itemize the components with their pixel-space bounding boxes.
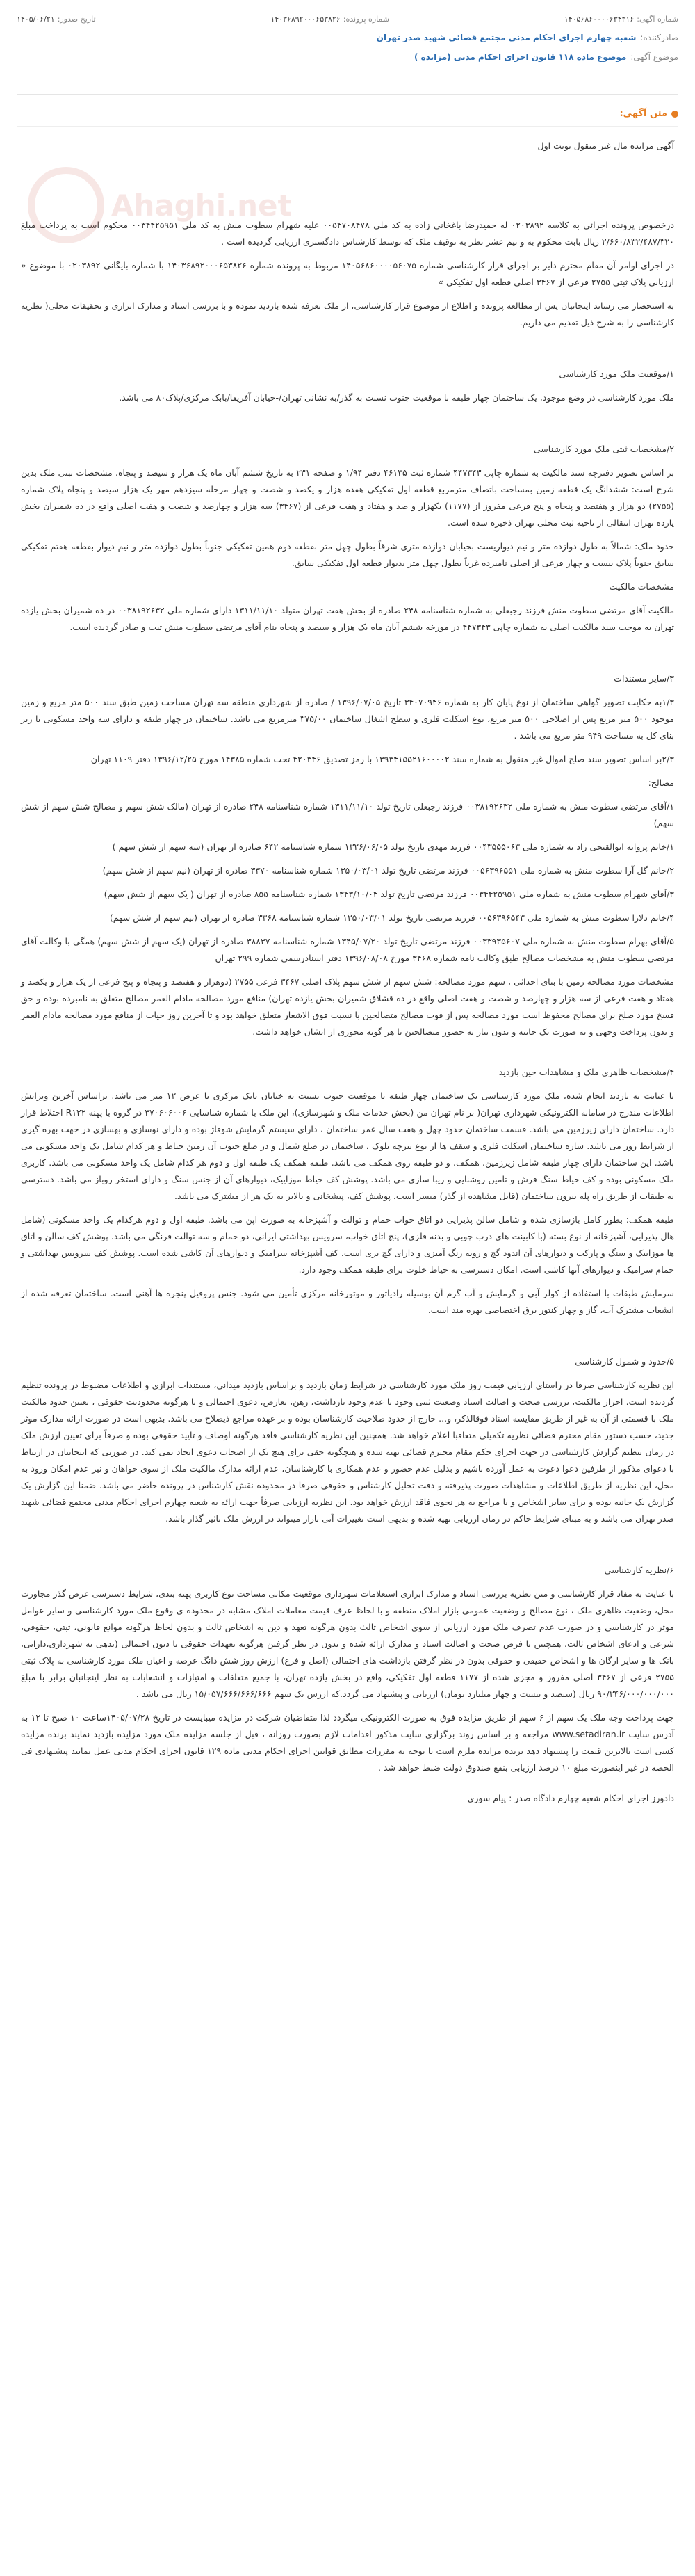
paragraph: ۴/خانم دلارا سطوت منش به شماره ملی ۰۰۵۶۳۹۶۵۴۳ فرزند مرتضی تاریخ تولد ۱۳۵۰/۰۳/۰۱ شماره شناسنامه ۳۳۶۸ صادره از تهران (نیم سهم از شش سهم) — [109, 912, 674, 923]
paragraph: به استحضار می رساند اینجانبان پس از مطالعه پرونده و اطلاع از موضوع قرار کارشناسی، از ملک تعرفه شده بازدید نموده و با بررسی اسناد و مدارک ابرازی و تحقیقات محلی( نظریه کارشناسی را به شرح ذیل تقدیم می داریم. — [21, 300, 674, 328]
section-heading: ۱/موقعیت ملک مورد کارشناسی — [559, 369, 674, 379]
paragraph: ۵/آقای بهرام سطوت منش به شماره ملی ۰۰۳۳۹۳۵۶۰۷ فرزند مرتضی تاریخ تولد ۱۳۴۵/۰۷/۲۰ شماره شناسنامه ۳۸۸۳۷ صادره از تهران (یک سهم از شش سهم) همگی با وکالت آقای مرتضی سطوت منش به مشخصات مصالح طبق وکالت نامه شماره ۳۴۶۸ مورخ ۱۳۹۶/۰۸/۰۸ دفتر اسنادرسمی شماره ۲۹۹ تهران — [21, 936, 674, 963]
paragraph: حدود ملک: شمالاً به طول دوازده متر و نیم دیواریست بخیابان دوازده متری شرقاً بطول چهل متر بقطعه دوم همین تفکیکی جنوباً بطول دوازده متر و نیم دیوار بقطعه هفتم تفکیکی سابق جنوباً پلاک بیست و چهار فرعی از اصلی نامبرده غرباً بطول چهل متر بدیوار قطعه اول تفکیکی سابق. — [21, 541, 674, 568]
paragraph: در اجرای اوامر آن مقام محترم دایر بر اجرای قرار کارشناسی شماره ۱۴۰۵۶۸۶۰۰۰۰۵۶۰۷۵ مربوط به پرونده شماره ۱۴۰۳۶۸۹۲۰۰۰۶۵۳۸۲۶ با شماره بایگانی ۰۲۰۳۸۹۲ با موضوع « ارزیابی پلاک ثبتی ۲۷۵۵ فرعی از ۳۴۶۷ اصلی قطعه اول تفکیکی » — [21, 260, 674, 287]
notice-body — [17, 127, 678, 1807]
paragraph: ملک مورد کارشناسی در وضع موجود، یک ساختمان چهار طبقه با موقعیت جنوب نسبت به گذر/به نشانی تهران/-خیابان آفریقا/بابک مرکزی/پلاک۸۰ می باشد. — [119, 392, 674, 403]
issue-date-label: تاریخ صدور: — [57, 14, 96, 24]
notice-number — [564, 15, 678, 24]
issue-date-value: ۱۴۰۵/۰۶/۲۱ — [17, 14, 55, 24]
case-number — [270, 15, 389, 24]
paragraph: ۱/آقای مرتضی سطوت منش به شماره ملی ۰۰۳۸۱۹۲۶۳۲ فرزند رجبعلی تاریخ تولد ۱۳۱۱/۱۱/۱۰ شماره شناسنامه ۲۴۸ صادره از تهران (مالک شش سهم و مصالح شش سهم از شش سهم) — [21, 801, 674, 828]
paragraph: با عنایت به مفاد قرار کارشناسی و متن نظریه بررسی اسناد و مدارک ابرازی استعلامات شهرداری موقعیت مکانی مساحت نوع کاربری پهنه بندی، شرایط دسترسی عرض گذر مجاورت محل، وضعیت ظاهری ملک ، نوع مصالح و وضعیت عمومی بازار املاک منطقه و با لحاظ عرف قیمت معاملات املاک مشابه در محدوده ی وقوع ملک مورد کارشناسی و سایر عوامل موثر در کارشناسی و در صورت عدم تصرف ملک مورد ارزیابی از سوی اشخاص ثالث بدون هرگونه تعهد و دین به اشخاص ثالث و بدون لحاظ هرگونه موانع قانونی، ثبتی، حقوقی، شرعی و ادعای اشخاص ثالث، همچنین با فرض صحت و اصالت اسناد و مدارک ارائه شده و بدون در نظر گرفتن هرگونه تعهدات حقوقی یا دیون احتمالی (بدهی به شهرداری،دارایی، بانک ها و سایر ارگان ها و اشخاص حقیقی و حقوقی بدون در نظر گرفتن بازداشت های احتمالی (اصل و فرع) ارزش روز شش دانگ عرصه و اعیان ملک مورد کارشناسی به پلاک ثبتی ۲۷۵۵ فرعی از ۳۴۶۷ اصلی مفروز و مجزی شده از ۱۱۷۷ قطعه اول تفکیکی، واقع در بخش یازده تهران، با جمیع متعلقات و امتیازات و انشعابات به نظر اینجانبان برابر با مبلغ ۹۰/۳۴۶/۰۰۰/۰۰۰/۰۰۰ ریال (سیصد و بیست و چهار میلیارد تومان) ارزیابی و پیشنهاد می گردد.که ارزش یک سهم ۱۵/۰۵۷/۶۶۶/۶۶۶/۶۶۶ ریال می باشد . — [21, 1588, 674, 1699]
paragraph: جهت پرداخت وجه ملک یک سهم از ۶ سهم از طریق مزایده فوق به صورت الکترونیکی میگردد لذا متقاضیان شرکت در مزایده میبایست در تاریخ ۱۴۰۵/۰۷/۲۸ساعت ۱۰ صبح تا ۱۲ به آدرس سایت www.setadiran.ir مراجعه و بر اساس روند برگزاری سایت مذکور اقدامات لازم بصورت روزانه ، قبل از جلسه مزایده ملک مورد مزایده بازدید نمایند برنده مزایده کسی است بالاترین قیمت را پیشنهاد دهد برنده مزایده ملزم است با توجه به مقررات مطابق قوانین اجرای احکام مدنی ماده ۱۲۹ قانون اجرای احکام مدنی عمل نمایند پیشنهادی فی الحصه در غیر اینصورت مبلغ ۱۰ درصد ارزیابی بنفع صندوق دولت ضبط خواهد شد . — [21, 1712, 674, 1773]
meta-row — [17, 10, 678, 28]
paragraph: ۲/خانم گل آرا سطوت منش به شماره ملی ۰۰۵۶۳۹۶۵۵۱ فرزند مرتضی تاریخ تولد ۱۳۵۰/۰۳/۰۱ شماره شناسنامه ۳۳۷۰ صادره از تهران (نیم سهم از شش سهم) — [102, 865, 674, 876]
paragraph: با عنایت به بازدید انجام شده، ملک مورد کارشناسی یک ساختمان چهار طبقه با موقعیت جنوب نسبت به خیابان بابک مرکزی با عرض ۱۲ متر می باشد. براساس آخرین ویرایش اطلاعات مندرج در سامانه الکترونیکی شهرداری تهران( بر نام تهران من (بخش خدمات ملک و شهرسازی)، این ملک با شماره شناسایی ۳۷۰۶۰۶۰۰۶ در گروه با پهنه R۱۲۲ اختلاط قرار دارد. ساختمان دارای زیرزمین می باشد. قسمت ساختمان حدود چهل و هفت سال عمر ساختمان ، دارای سیستم گرمایش شوفاژ بوده و دارای نوسازی و بهسازی در جهت بهره گیری از شرایط روز می باشد. سازه ساختمان اسکلت فلزی و سقف ها از نوع تیرچه بلوک ، ساختمان در ضلع شمال و در ضلع جنوب آن زمین حیاط و هر کدام شامل یک واحد مسکونی می باشد. این ساختمان دارای چهار طبقه شامل زیرزمین، همکف، و دو طبقه روی همکف می باشد. طبقه همکف یک طبقه اول و دوم هر کدام شامل یک واحد مسکونی می باشد. کاربری ملک مسکونی بوده و کف حیاط سنگ فرش و تامین روشنایی و زیبا سازی می باشد. پوشش کف حیاط موزاییک، دیوارهای آن از جنس سنگ و دارای استخر روباز می باشد. دسترسی به طبقات از طریق راه پله بیرون ساختمان (قابل مشاهده از گذر) میسر است. پوشش کف، پیشخانی و بالابر به یک هر از مشترک می باشد. — [21, 1090, 674, 1201]
paragraph: مصالح: — [648, 778, 674, 788]
paragraph: درخصوص پرونده اجرائی به کلاسه ۰۲۰۳۸۹۲ له حمیدرضا باغخانی زاده به کد ملی ۰۰۵۴۷۰۸۴۷۸ علیه شهرام سطوت منش به کد ملی ۰۰۳۴۴۲۵۹۵۱ محکوم است به پرداخت مبلغ ۲/۶۶۰/۸۳۲/۴۸۷/۳۲۰ ریال بابت محکوم به و نیم عشر نظر به توقیف ملک که توسط کارشناس دادگستری ارزیابی گردیده است . — [21, 220, 675, 247]
paragraph: بر اساس تصویر دفترچه سند مالکیت به شماره چاپی ۴۴۷۳۴۳ شماره ثبت ۴۶۱۳۵ دفتر ۱/۹۴ و صفحه ۲۳۱ به تاریخ ششم آبان ماه یک هزار و سیصد و پنجاه، مشخصات ثبتی ملک بدین شرح است: ششدانگ یک قطعه زمین بمساحت باتصاف مترمربع قطعه اول تفکیکی هفده هزار و یکصد و شصت و چهار مرحله سیزدهم مهر یک هزار سیصد و پنجاه پلاک شماره (۲۷۵۵) دو هزار و هفتصد و پنجاه و پنج فرعی مفروز از (۱۱۷۷) یکهزار و صد و هفتاد و هفت فرعی از (۳۴۶۷) سه هزار و چهارصد و شصت و هفت اصلی واقع در ده شمیران بخش یازده تهران انتقالی از ناحیه ثبت محلی تهران ذخیره شده است. — [21, 467, 675, 528]
subject-row — [17, 47, 678, 67]
issuer-value[interactable]: شعبه چهارم اجرای احکام مدنی مجتمع قضائی شهید صدر تهران — [376, 33, 637, 42]
paragraph: مالکیت آقای مرتضی سطوت منش فرزند رجبعلی به شماره شناسنامه ۲۴۸ صادره از بخش هفت تهران متولد ۱۳۱۱/۱۱/۱۰ دارای شماره ملی ۰۰۳۸۱۹۲۶۳۲ در ده شمیران بخش یازده تهران به موجب سند مالکیت اصلی به شماره چاپی ۴۴۷۳۴۳ در مورخه ششم آبان ماه یک هزار و سیصد و پنجاه بنام آقای مرتضی سطوت منش ثبت و صادر گردیده است. — [21, 605, 675, 632]
paragraph: ۲/۳بر اساس تصویر سند صلح اموال غیر منقول به شماره سند ۱۳۹۳۴۱۵۵۲۱۶۰۰۰۰۲ با رمز تصدیق ۴۲۰۳۴۶ تحت شماره ۱۴۳۸۵ مورخ ۱۳۹۶/۱۲/۲۵ دفتر ۱۱۰۹ تهران — [90, 754, 674, 764]
subject-label: موضوع آگهی: — [630, 52, 678, 62]
paragraph: مشخصات مورد مصالحه زمین با بنای احداثی ، سهم مورد مصالحه: شش سهم از شش سهم پلاک اصلی ۳۴۶۷ فرعی ۲۷۵۵ (دوهزار و هفتصد و پنجاه و پنج فرعی از یک هزار و یکصد و هفتاد و هفت فرعی از سه هزار و چهارصد و شصت و هفت اصلی واقع در ده قشلاق شمیران بخش یازده تهران) منافع مورد مصالحه مادام العمر مصالح متعلق به نامبرده بوده و حق فسخ مورد صلح برای مصالح محفوظ است مورد مصالحه پس از فوت مصالح متصالحین با نسبت فوق الاشعار متعلق خواهد بود و تا آخرین روز حیات از منافع مورد مصالحه مادام العمر و بدون پرداخت وجهی و به صورت یک جانبه و بدون نیاز به حضور متصالحین با هر گونه مجوزی از ایشان خواهد داشت. — [21, 976, 674, 1037]
section-heading: ۶/نظریه کارشناسی — [604, 1565, 674, 1575]
notice-text-header — [17, 102, 678, 127]
paragraph: مشخصات مالکیت — [609, 581, 674, 592]
paragraph: ۱/خانم پروانه ابوالقنحی زاد به شماره ملی ۰۰۴۳۵۵۵۰۶۳ فرزند مهدی تاریخ تولد ۱۳۲۶/۰۶/۰۵ شماره شناسنامه ۶۴۲ صادره از تهران (سه سهم از شش سهم ) — [112, 842, 674, 852]
notice-text-title: متن آگهی: — [619, 108, 667, 119]
case-number-value: ۱۴۰۳۶۸۹۲۰۰۰۶۵۳۸۲۶ — [270, 14, 341, 24]
issue-date — [17, 15, 96, 24]
paragraph: این نظریه کارشناسی صرفا در راستای ارزیابی قیمت روز ملک مورد کارشناسی در شرایط زمان بازدید و براساس بازدید میدانی، مستندات ابرازی و اطلاعات مضبوط در پرونده تنظیم گردیده است. احراز مالکیت، بررسی صحت و اصالت اسناد وضعیت ثبتی وجود یا عدم وجود بازداشت، رهن، تعارض، دعوی احتمالی و یا هرگونه محدودیت حقوقی ، تعیین حدود مالکیت ملک با قسمتی از آن به غیر از طریق مقایسه اسناد فوقالذکر، و... خارج از حدود صلاحیت کارشناسان بوده و بر عهده مراجع ذیصلاح می باشد. بدیهی است در صورت ارائه مدارک موثر جدید، حسب دستور مقام محترم قضائی نظریه تکمیلی متعاقبا اعلام خواهد شد. همچنین این نظریه کارشناسی فاقد هرگونه اوصاف و تایید حقوقی بوده و صرفاً برای تعیین ارزش ملک در زمان تنظیم گزارش کارشناسی در جهت اجرای حکم مقام محترم قضائی تهیه شده و هیچگونه حقی برای هیچ یک از اصحاب دعوی ایجاد نمی کند. در صورتی که اینجانبان در ارتباط با دعوای مذکور از طرفین دعوا دعوت به عمل آورده باشیم و بدلیل عدم حضور و عدم همکاری با کارشناسان، عدم ارائه مدارک مالکیت ملک از سوی خواهان و نیز عدم امکان ورود به محل، این نظریه از طریق اطلاعات و مشاهدات صورت پذیرفته و دقت تحلیل کارشناس و حقوقی صرفا در محدوده نقش کارشناس در پرونده حاضر می باشد. ضمنا این گزارش یک گزارش یک جانبه بوده و برای سایر اشخاص و یا مراجع به هر نحوی فاقد ارزش خواهد بود. این نظریه ارزیابی صرفاً جهت ارائه به شعبه چهارم اجرای احکام مدنی مجتمع قضائی شهید صدر تهران می باشد و به مبنای شرایط حاکم در زمان ارزیابی تهیه شده و بدیهی است تغییرات آتی بازار میتواند در ارزش ملک تاثیر گذار باشد. — [21, 1380, 674, 1524]
watermark-logo-icon — [28, 167, 104, 243]
notice-number-value: ۱۴۰۵۶۸۶۰۰۰۰۶۳۴۳۱۶ — [564, 14, 635, 24]
section-heading: ۲/مشخصات ثبتی ملک مورد کارشناسی — [533, 444, 674, 454]
notice-number-label: شماره آگهی: — [637, 14, 678, 24]
signature-line: دادورز اجرای احکام شعبه چهارم دادگاه صدر : پیام سوری — [467, 1793, 674, 1803]
section-heading: ۳/سایر مستندات — [614, 673, 674, 684]
paragraph: سرمایش طبقات با استفاده از کولر آبی و گرمایش و آب گرم آن بوسیله رادیاتور و موتورخانه مرکزی تأمین می شود. جنس پروفیل پنجره ها آهنی است. ساختمان تعرفه شده از انشعاب مشترک آب، گاز و چهار کنتور برق اختصاصی بهره مند است. — [21, 1288, 674, 1315]
issuer-row — [17, 28, 678, 47]
case-number-label: شماره پرونده: — [343, 14, 390, 24]
issuer-label: صادرکننده: — [640, 33, 678, 42]
paragraph: طبقه همکف: بطور کامل بازسازی شده و شامل سالن پذیرایی دو اتاق خواب حمام و توالت و آشپزخانه به صورت اپن می باشد. طبقه اول و دوم هرکدام یک واحد مسکونی (شامل هال پذیرایی، آشپزخانه از نوع بسته (با کابینت های درب چوبی و بدنه فلزی)، پنج اتاق خواب، سرویس بهداشتی ایرانی، دو حمام و سه توالت فرنگی می باشد. پوشش کف سالن و اتاق ها موزاییک و سنگ و پارکت و دیوارهای آن اندود گچ و رویه رنگ آمیزی و دارای گچ بری است. کف آشپزخانه سرامیک و دیوارهای آن کاشی شده است. پوشش کف سرویس بهداشتی و حمام سرامیک و دیوارهای آنها کاشی است. امکان دسترسی به حیاط خلوت برای طبقه همکف وجود دارد. — [21, 1214, 674, 1275]
notice-intro: آگهی مزایده مال غیر منقول نوبت اول — [537, 140, 674, 151]
subject-value: موضوع ماده ۱۱۸ قانون اجرای احکام مدنی (مزایده ) — [414, 52, 627, 62]
paragraph: ۱/۳به حکایت تصویر گواهی ساختمان از نوع پایان کار به شماره ۳۴۰۷۰۹۴۶ تاریخ ۱۳۹۶/۰۷/۰۵ / صادره از شهرداری منطقه سه تهران مساحت زمین طبق سند ۵۰۰ متر مربع و زمین موجود ۵۰۰ متر مربع پس از اصلاحی ۵۰۰ متر مربع، نوع اسکلت فلزی و سطح اشغال ساختمان ۳۷۵/۰۰ مترمربع می باشد. ساختمان در چهار طبقه و دارای سه واحد مسکونی با زیر بنای کل به مساحت ۹۴۹ متر مربع می باشد . — [21, 697, 674, 741]
bullet-icon — [671, 111, 678, 118]
watermark-text: Ahaghi.net — [111, 188, 292, 223]
paragraph: ۳/آقای شهرام سطوت منش به شماره ملی ۰۰۳۴۴۲۵۹۵۱ فرزند مرتضی تاریخ تولد ۱۳۴۳/۱۰/۰۴ شماره شناسنامه ۸۵۵ صادره از تهران ( یک سهم از شش سهم) — [104, 889, 674, 899]
section-heading: ۵/حدود و شمول کارشناسی — [575, 1356, 674, 1367]
notice-header — [17, 10, 678, 95]
section-heading: ۴/مشخصات ظاهری ملک و مشاهدات حین بازدید — [498, 1067, 674, 1077]
site-watermark — [28, 167, 292, 243]
